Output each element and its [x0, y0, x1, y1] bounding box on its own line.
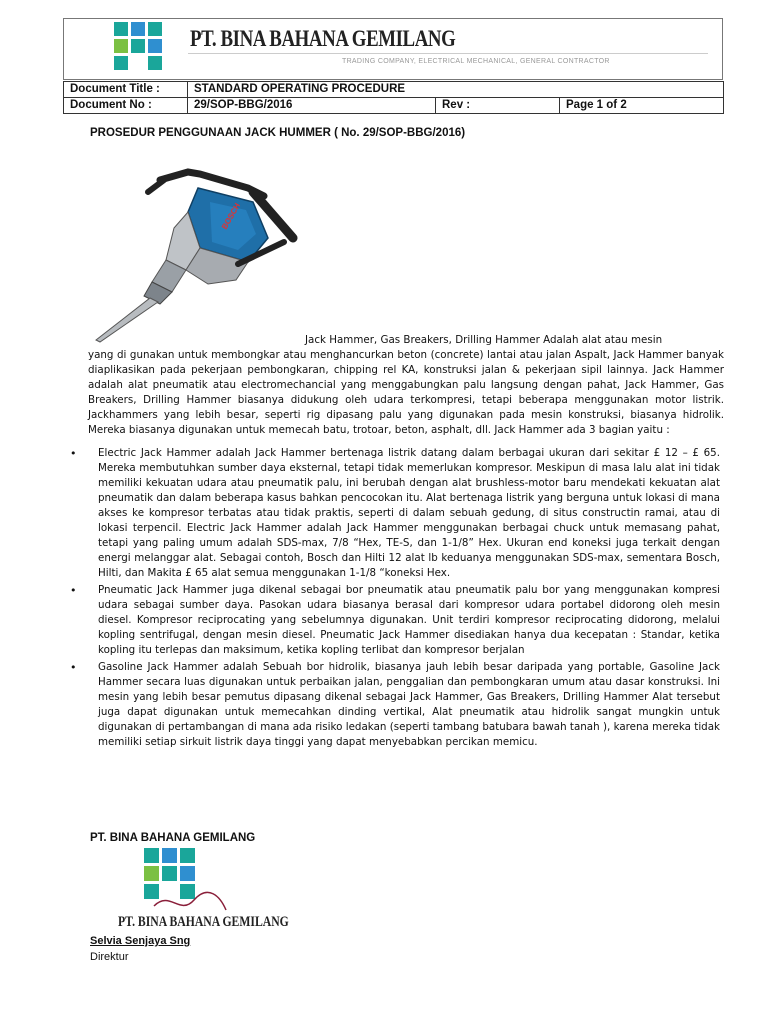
logo-block [114, 39, 128, 53]
svg-text:BOSCH: BOSCH [219, 201, 243, 231]
procedure-heading: PROSEDUR PENGGUNAAN JACK HUMMER ( No. 29/SOP-BBG/2016) [90, 127, 466, 139]
page-number: Page 1 of 2 [560, 98, 724, 114]
logo-block [180, 866, 195, 881]
list-item-text: Electric Jack Hammer adalah Jack Hammer bertenaga listrik datang dalam berbagai ukuran dari sekitar £ 12 – £ 65. Mereka membutuhkan sumber daya eksternal, tetapi tidak memerlukan kompresor. Meskipun di masa lalu alat ini tidak memiliki kekuatan udara atau pneumatik palu, ini berubah dengan alat brushless-motor baru mendekati kekuatan alat pneumatik dan dalam beberapa kasus bahkan pencocokan itu. Alat bertenaga listrik yang berguna untuk lokasi di mana akses ke kompresor terbatas atau tidak praktis, seperti di dalam sebuah gedung, di situs constructin ramai, atau di lokasi terpencil. Electric Jack Hammer adalah Jack Hammer menggunakan berbagai chuck untuk memasang pahat, tetapi yang paling umum adalah SDS-max, 7/8 “Hex, TE-S, dan 1-1/8” Hex. Ukuran end koneksi juga terkait dengan energi melanggar alat. Sebagai contoh, Bosch dan Hilti 12 alat lb keduanya menggunakan SDS-max, sementara Bosch, Hilti, dan Makita £ 65 alat semua menggunakan 1-1/8 “koneksi Hex. [98, 447, 720, 579]
bullet-icon: • [70, 661, 77, 674]
logo-block [131, 22, 145, 36]
company-tagline: TRADING COMPANY, ELECTRICAL MECHANICAL, GENERAL CONTRACTOR [342, 58, 610, 65]
logo-block [114, 56, 128, 70]
logo-block [162, 848, 177, 863]
company-name: PT. BINA BAHANA GEMILANG [190, 26, 456, 51]
logo-block [148, 39, 162, 53]
logo-block [180, 848, 195, 863]
list-item [66, 446, 726, 581]
document-title-value: STANDARD OPERATING PROCEDURE [188, 82, 724, 98]
list-item [66, 660, 726, 750]
logo-block [131, 39, 145, 53]
document-info-table [63, 81, 724, 114]
document-title-label: Document Title : [64, 82, 188, 98]
bullet-icon: • [70, 447, 77, 460]
list-item-text: Pneumatic Jack Hammer juga dikenal sebagai bor pneumatik atau pneumatik palu bor yang menggunakan kompresi udara sebagai sumber daya. Pasokan udara biasanya berasal dari kompresor udara portabel didorong oleh mesin diesel. Kompresor reciprocating yang sebelumnya digunakan. Unit terdiri kompresor reciprocating didorong, melalui kopling sentrifugal, dengan mesin diesel. Pneumatic Jack Hammer disediakan hanya dua kecepatan : Standar, ketika kopling itu terlepas dan maksimum, ketika kopling terlibat dan kompresor berjalan [98, 584, 720, 656]
company-logo [114, 22, 178, 74]
intro-paragraph: yang di gunakan untuk membongkar atau menghancurkan beton (concrete) lantai atau jalan Aspalt, Jack Hammer banyak diaplikasikan pada pekerjaan pembongkaran, chipping rel KA, konstruksi jalan & pekerjaan sipil lainnya. Jack Hammer adalah alat pneumatik atau electromechancial yang menggabungkan palu langsung dengan pahat, Jack Hammer, Gas Breakers, Drilling Hammer biasanya didukung oleh udara terkompresi, tetapi beberapa menggunakan motor listrik. Jackhammers yang lebih besar, seperti rig dipasang palu yang digunakan pada mesin konstruksi, biasanya hidrolik. Mereka biasanya digunakan untuk memecah batu, trotoar, beton, asphalt, dll. Jack Hammer ada 3 bagian yaitu : [88, 349, 724, 436]
header-divider [188, 53, 708, 54]
logo-block [148, 22, 162, 36]
list-item-text: Gasoline Jack Hammer adalah Sebuah bor hidrolik, biasanya jauh lebih besar daripada yang portable, Gasoline Jack Hammer secara luas digunakan untuk perbaikan jalan, penggalian dan pembongkaran umum atau dasar konstruksi. Ini mesin yang lebih besar pemutus dipasang dikenal sebagai Jack Hammer, Gas Breakers, Drilling Hammer Alat tersebut juga dapat digunakan untuk memecahkan dinding vertikal, Alat pneumatik atau hidrolik sangat mungkin untuk digunakan di pertambangan di mana ada risiko ledakan (seperti tambang batubara bawah tanah ), karena mereka tidak memiliki setiap sirkuit listrik daya tinggi yang dapat menyebabkan percikan memicu. [98, 661, 720, 748]
jack-hammer-photo [88, 152, 303, 347]
signer-name: Selvia Senjaya Sng [90, 935, 191, 947]
logo-block [148, 56, 162, 70]
document-number-label: Document No : [64, 98, 188, 114]
logo-block [144, 848, 159, 863]
document-number-value: 29/SOP-BBG/2016 [188, 98, 436, 114]
logo-block [114, 22, 128, 36]
logo-block [162, 866, 177, 881]
signature-company: PT. BINA BAHANA GEMILANG [90, 832, 256, 844]
stamp-company-name: PT. BINA BAHANA GEMILANG [118, 914, 289, 930]
intro-first-line: Jack Hammer, Gas Breakers, Drilling Hammer Adalah alat atau mesin [305, 334, 663, 346]
hammer-types-list [66, 446, 726, 752]
revision-label: Rev : [436, 98, 560, 114]
bullet-icon: • [70, 584, 77, 597]
signer-role: Direktur [90, 951, 129, 963]
list-item [66, 583, 726, 658]
logo-block [144, 866, 159, 881]
